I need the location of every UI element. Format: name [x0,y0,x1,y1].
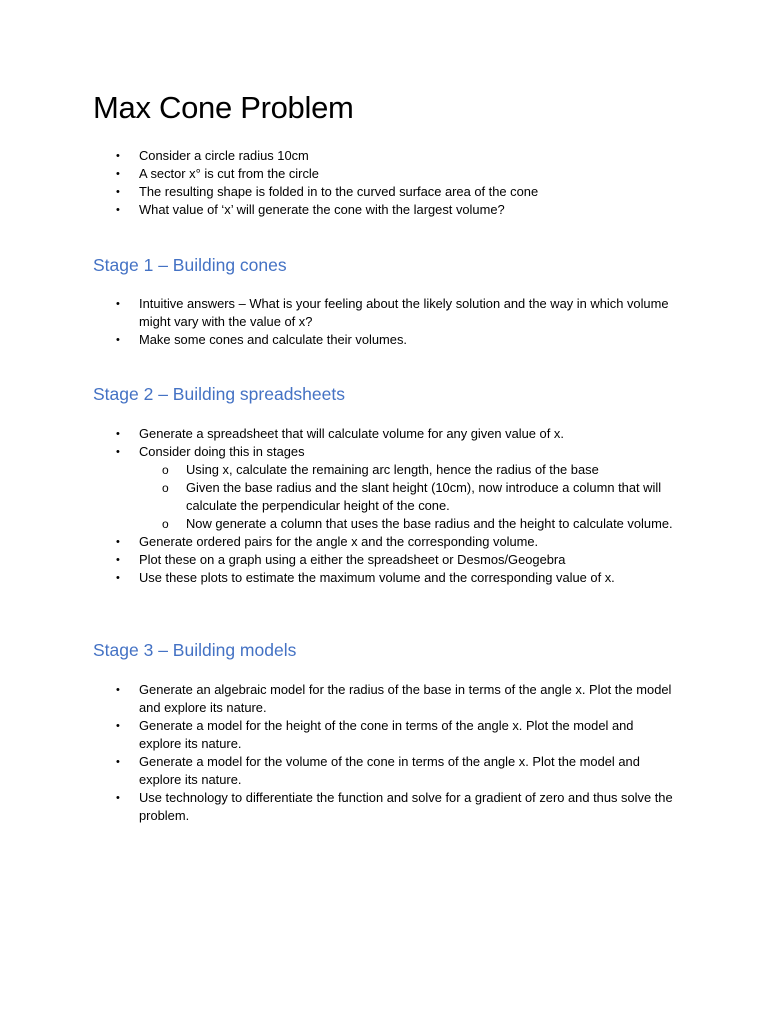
intro-list [0,147,679,219]
stage-3-heading: Stage 3 – Building models [93,640,297,660]
stage-1-heading: Stage 1 – Building cones [93,255,287,275]
list-item [0,147,679,165]
list-item [0,753,679,789]
list-item [0,789,679,825]
list-item-text: The resulting shape is folded in to the curved surface area of the cone [139,184,539,199]
bullet-icon: • [116,446,120,458]
list-item [0,551,679,569]
sub-list-item [0,461,679,479]
stage-3-list [0,681,679,825]
list-item-text: Make some cones and calculate their volumes. [139,332,407,347]
bullet-icon: • [116,204,120,216]
sub-bullet-icon: o [162,517,169,531]
bullet-icon: • [116,720,120,732]
list-item [0,165,679,183]
list-item-text: Generate ordered pairs for the angle x and the corresponding volume. [139,534,539,549]
sub-list-item [0,515,679,533]
bullet-icon: • [116,684,120,696]
list-item-text: Consider a circle radius 10cm [139,148,309,163]
list-item [0,717,679,753]
bullet-icon: • [116,756,120,768]
list-item-text: Given the base radius and the slant height (10cm), now introduce a column that will calculate the perpendicular height of the cone. [186,480,662,513]
list-item-text: Generate a model for the height of the cone in terms of the angle x. Plot the model and explore its nature. [139,718,634,751]
list-item-text: Plot these on a graph using a either the spreadsheet or Desmos/Geogebra [139,552,566,567]
list-item-text: Generate an algebraic model for the radius of the base in terms of the angle x. Plot the model and explore its nature. [139,682,672,715]
list-item-text: What value of ‘x’ will generate the cone with the largest volume? [139,202,505,217]
sub-list-item [0,479,679,515]
list-item [0,681,679,717]
list-item [0,331,679,349]
stage-2-heading: Stage 2 – Building spreadsheets [93,384,345,404]
bullet-icon: • [116,298,120,310]
sub-bullet-icon: o [162,463,169,477]
bullet-icon: • [116,168,120,180]
list-item-text: Generate a spreadsheet that will calculate volume for any given value of x. [139,426,564,441]
list-item [0,201,679,219]
bullet-icon: • [116,428,120,440]
bullet-icon: • [116,536,120,548]
bullet-icon: • [116,334,120,346]
list-item [0,533,679,551]
list-item [0,569,679,587]
list-item-text: Use these plots to estimate the maximum volume and the corresponding value of x. [139,570,615,585]
stage-2-list [0,425,679,587]
list-item-text: Use technology to differentiate the function and solve for a gradient of zero and thus solve the problem. [139,790,673,823]
list-item-text: Now generate a column that uses the base radius and the height to calculate volume. [186,516,673,531]
document-title: Max Cone Problem [93,90,354,125]
list-item [0,295,679,331]
list-item-text: Generate a model for the volume of the cone in terms of the angle x. Plot the model and explore its nature. [139,754,640,787]
list-item-text: Consider doing this in stages [139,444,305,459]
list-item [0,443,679,461]
sub-bullet-icon: o [162,481,169,495]
list-item [0,183,679,201]
bullet-icon: • [116,554,120,566]
list-item-text: Using x, calculate the remaining arc length, hence the radius of the base [186,462,599,477]
list-item-text: Intuitive answers – What is your feeling about the likely solution and the way in which volume might vary with the value of x? [139,296,669,329]
list-item [0,425,679,443]
stage-1-list [0,295,679,349]
bullet-icon: • [116,572,120,584]
bullet-icon: • [116,150,120,162]
bullet-icon: • [116,792,120,804]
bullet-icon: • [116,186,120,198]
list-item-text: A sector x° is cut from the circle [139,166,319,181]
